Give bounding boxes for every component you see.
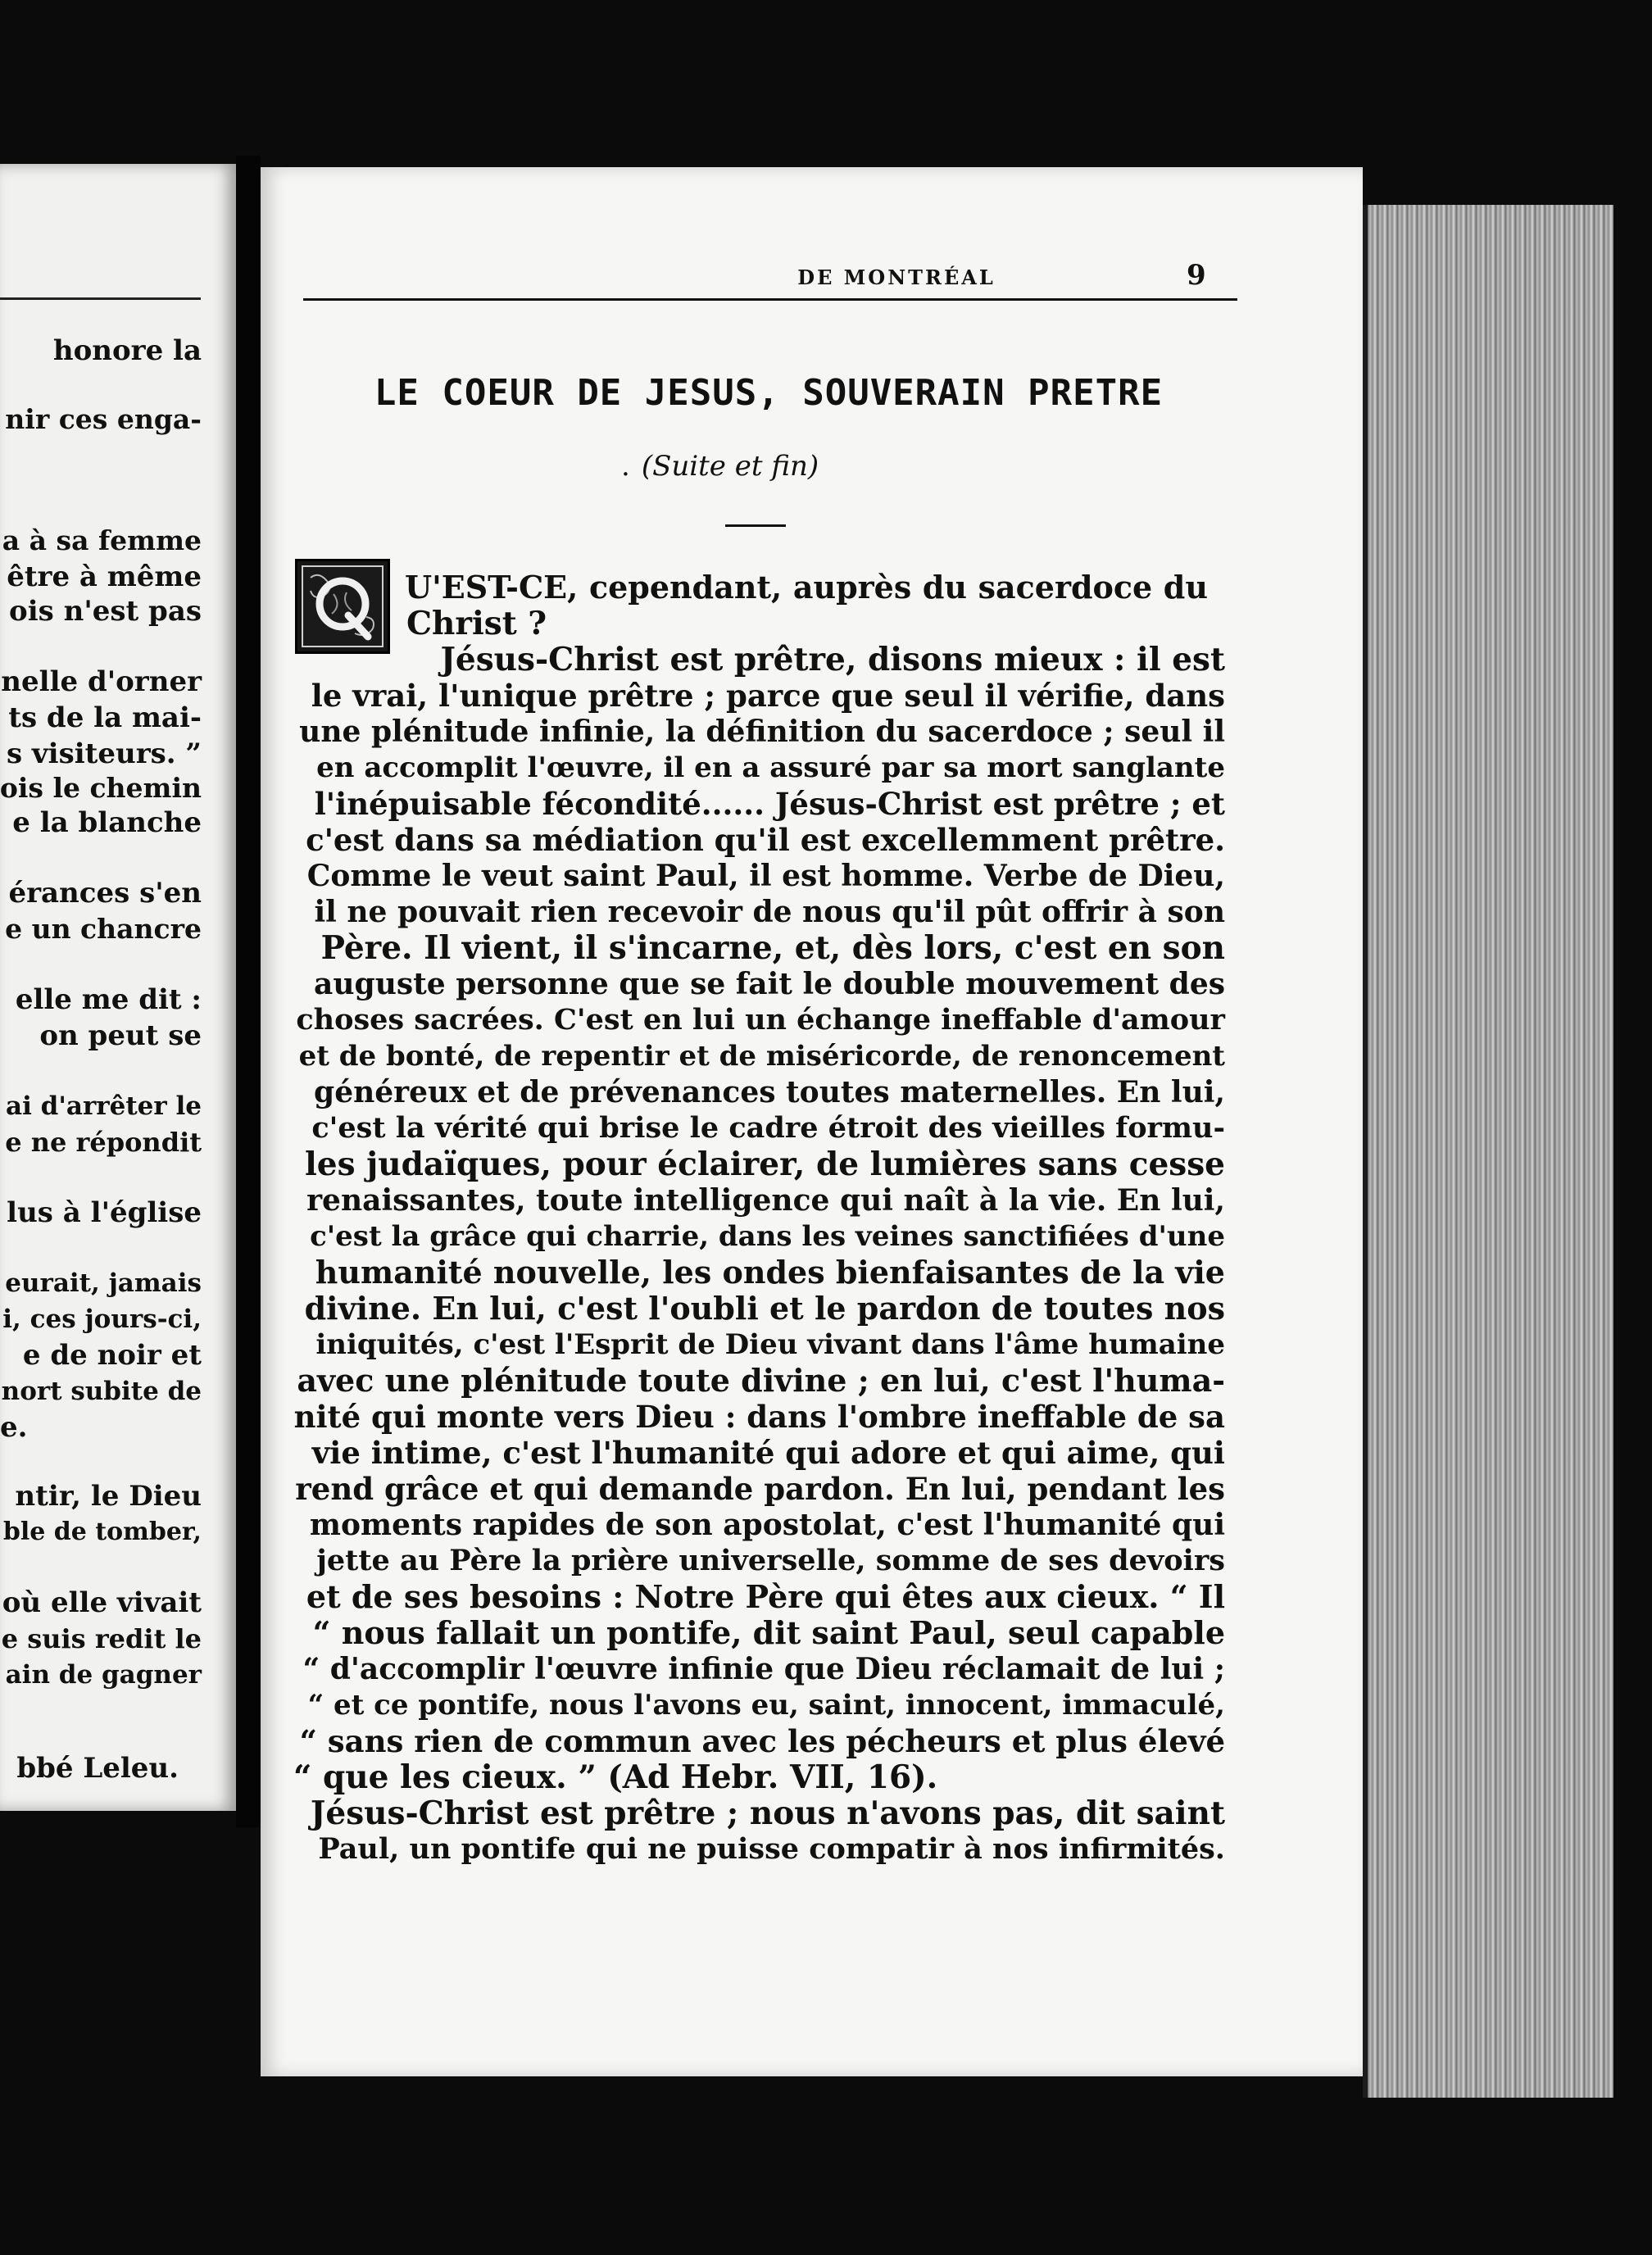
left-text-line: ois n'est pas [9, 595, 202, 628]
left-text-line: e un chancre [5, 913, 202, 945]
body-line: renaissantes, toute intelligence qui naît à la vie. En lui, [306, 1183, 1225, 1218]
body-line: “ nous fallait un pontife, dit saint Paul, seul capable [312, 1614, 1225, 1651]
body-line: l'inépuisable fécondité...... Jésus-Christ est prêtre ; et [314, 786, 1225, 822]
left-text-line: e suis redit le [1, 1623, 202, 1654]
left-text-line: e ne répondit [5, 1127, 202, 1158]
body-line: Jésus-Christ est prêtre, disons mieux : il est [440, 641, 1225, 678]
body-line: auguste personne que se fait le double mouvement des [314, 967, 1225, 1001]
article-subtitle [621, 450, 949, 483]
body-line: Père. Il vient, il s'incarne, et, dès lors, c'est en son [320, 929, 1225, 967]
header-rule [303, 298, 1237, 301]
left-text-line: s visiteurs. ” [6, 737, 202, 770]
body-line: U'EST-CE, cependant, auprès du sacerdoce du [405, 569, 1208, 606]
body-line: en accomplit l'œuvre, il en a assuré par sa mort sanglante [316, 751, 1225, 784]
left-text-line: érances s'en [8, 877, 202, 910]
body-line: “ d'accomplir l'œuvre infinie que Dieu réclamait de lui ; [302, 1652, 1225, 1686]
subtitle-bullet: . [621, 450, 630, 483]
left-text-line: nort subite de [1, 1377, 202, 1406]
body-line: les judaïques, pour éclairer, de lumières sans cesse [304, 1146, 1225, 1183]
article-title: LE COEUR DE JESUS, SOUVERAIN PRETRE [374, 372, 1164, 414]
body-line: rend grâce et qui demande pardon. En lui, pendant les [295, 1471, 1225, 1507]
left-page [0, 164, 236, 1811]
left-text-line: e la blanche [12, 806, 202, 839]
body-line: “ que les cieux. ” (Ad Hebr. VII, 16). [293, 1758, 938, 1796]
left-page-rule [0, 297, 201, 300]
body-line: “ et ce pontife, nous l'avons eu, saint, innocent, immaculé, [307, 1689, 1225, 1722]
body-line: jette au Père la prière universelle, somme de ses devoirs [316, 1544, 1225, 1577]
body-line: généreux et de prévenances toutes maternelles. En lui, [314, 1075, 1225, 1109]
left-text-line: où elle vivait [2, 1586, 202, 1619]
left-text-line: ois le chemin [0, 772, 202, 804]
right-page [261, 167, 1363, 2076]
body-line: avec une plénitude toute divine ; en lui, c'est l'huma- [297, 1362, 1225, 1399]
left-text-line: nir ces enga- [5, 403, 202, 435]
body-line: humanité nouvelle, les ondes bienfaisantes de la vie [315, 1254, 1225, 1291]
left-text-line: nelle d'orner [1, 665, 202, 698]
body-line: Jésus-Christ est prêtre ; nous n'avons pas, dit saint [310, 1794, 1225, 1832]
body-line: c'est la grâce qui charrie, dans les veines sanctifiées d'une [310, 1220, 1225, 1253]
drop-cap-ornament [295, 559, 390, 654]
body-line: moments rapides de son apostolat, c'est l'humanité qui [309, 1508, 1225, 1542]
left-text-line: ai d'arrêter le [6, 1091, 202, 1121]
page-number: 9 [1187, 259, 1206, 292]
body-line: il ne pouvait rien recevoir de nous qu'il pût offrir à son [314, 895, 1225, 929]
body-line: et de bonté, de repentir et de miséricorde, de renoncement [298, 1040, 1225, 1073]
left-text-line: elle me dit : [15, 983, 202, 1016]
book-page-edges [1363, 205, 1613, 2098]
body-line: choses sacrées. C'est en lui un échange ineffable d'amour [296, 1003, 1225, 1037]
left-signature: bbé Leleu. [16, 1752, 179, 1785]
left-text-line: e de noir et [22, 1339, 202, 1372]
body-line: Paul, un pontife qui ne puisse compatir à nos infirmités. [318, 1832, 1225, 1866]
left-text-line: lus à l'église [7, 1196, 202, 1229]
left-text-line: on peut se [39, 1019, 202, 1052]
body-line: “ sans rien de commun avec les pécheurs et plus élevé [299, 1723, 1225, 1759]
left-text-line: ntir, le Dieu [15, 1480, 202, 1513]
title-rule [725, 524, 786, 527]
body-line: nité qui monte vers Dieu : dans l'ombre ineffable de sa [293, 1399, 1225, 1435]
book-gutter [236, 156, 261, 1827]
left-text-line: eurait, jamais [5, 1268, 202, 1298]
left-text-line: i, ces jours-ci, [2, 1304, 202, 1334]
body-line: Comme le veut saint Paul, il est homme. Verbe de Dieu, [306, 859, 1225, 893]
left-text-line: a à sa femme [2, 524, 202, 556]
body-line: iniquités, c'est l'Esprit de Dieu vivant dans l'âme humaine [315, 1328, 1225, 1361]
body-line: c'est la vérité qui brise le cadre étroit des vieilles formu- [311, 1111, 1225, 1145]
body-line: vie intime, c'est l'humanité qui adore et qui aime, qui [311, 1435, 1225, 1471]
body-line: divine. En lui, c'est l'oubli et le pardon de toutes nos [304, 1290, 1225, 1327]
left-text-line: ble de tomber, [2, 1518, 202, 1546]
body-line: Christ ? [406, 605, 547, 642]
body-line: et de ses besoins : Notre Père qui êtes aux cieux. “ Il [306, 1578, 1225, 1615]
left-text-line: être à même [7, 560, 202, 593]
body-line: c'est dans sa médiation qu'il est excellemment prêtre. [306, 822, 1225, 858]
body-line: une plénitude infinie, la définition du sacerdoce ; seul il [299, 715, 1225, 749]
body-line: le vrai, l'unique prêtre ; parce que seul il vérifie, dans [311, 678, 1225, 714]
left-text-line: honore la [52, 334, 202, 367]
left-text-line: e. [0, 1411, 28, 1444]
left-text-line: ain de gagner [5, 1660, 202, 1690]
drop-cap-q-icon [297, 561, 388, 651]
running-head: DE MONTRÉAL [797, 265, 996, 289]
subtitle-text: (Suite et fin) [641, 450, 819, 483]
left-text-line: ts de la mai- [8, 701, 202, 734]
